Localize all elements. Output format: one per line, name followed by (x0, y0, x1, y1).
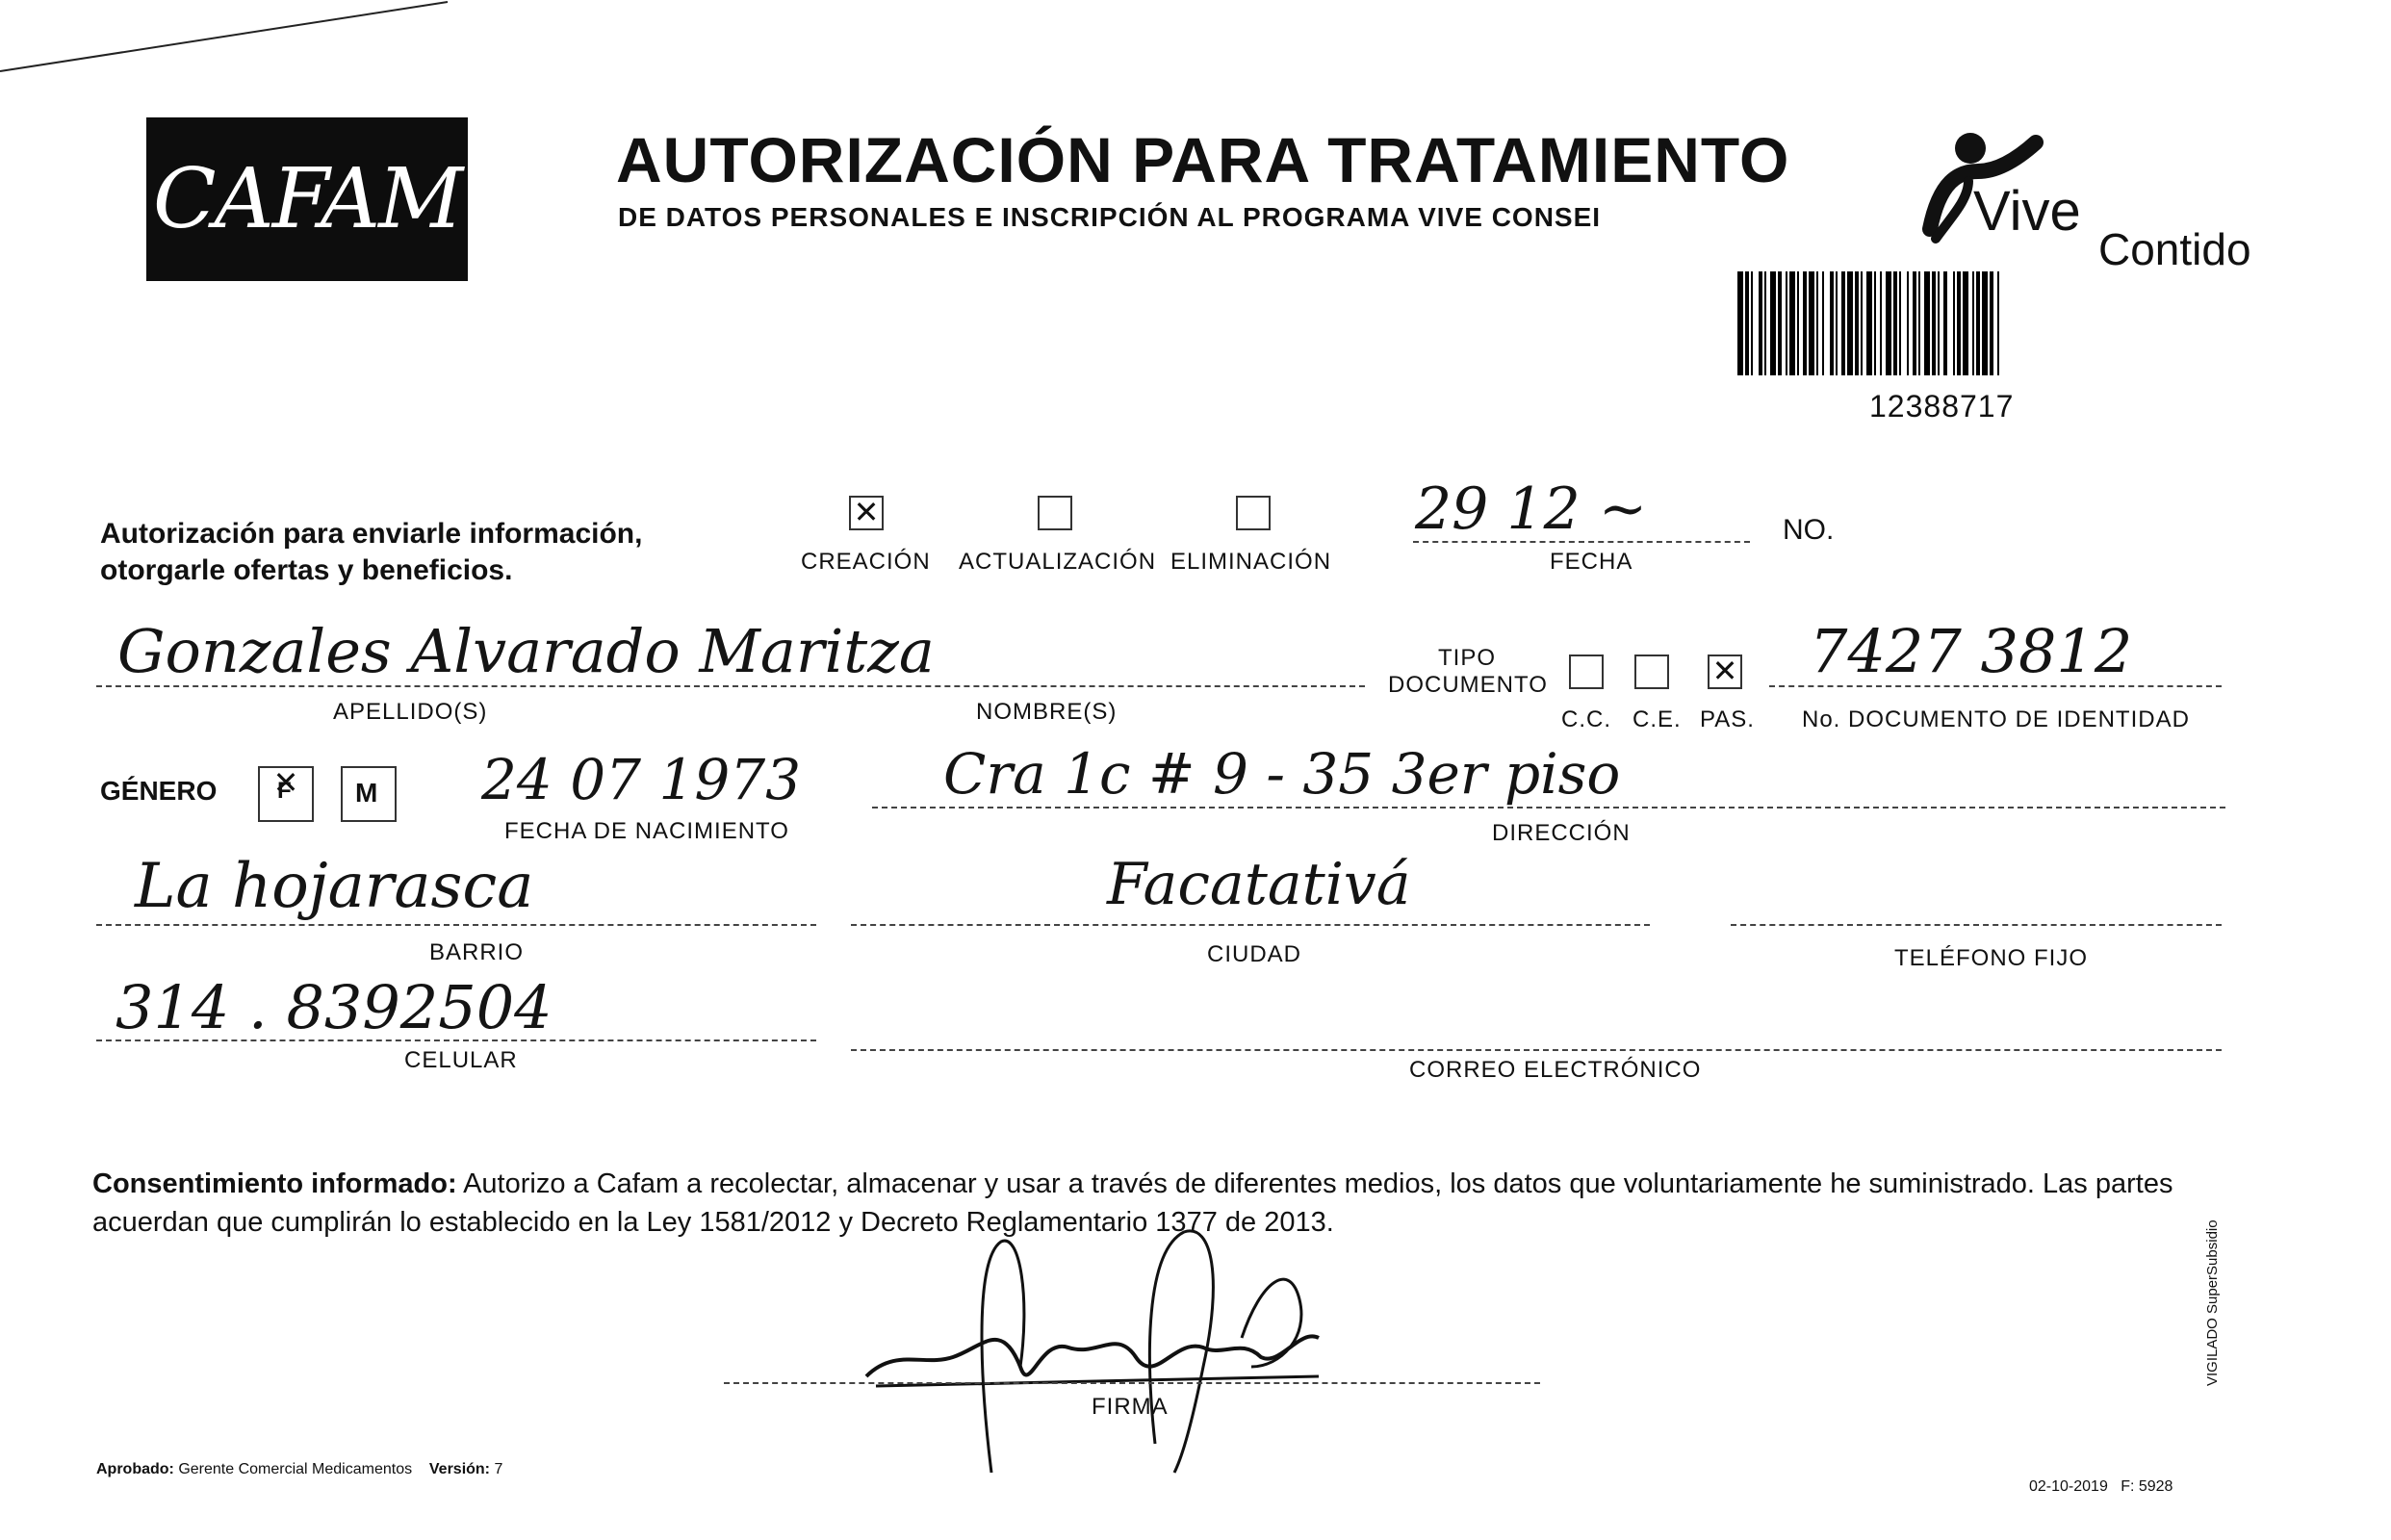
actualizacion-checkbox[interactable] (1038, 496, 1072, 530)
aprobado-label: Aprobado: (96, 1461, 174, 1477)
tipo-label: TIPO (1438, 645, 1497, 671)
full-name-value[interactable]: Gonzales Alvarado Maritza (117, 616, 935, 686)
no-label: NO. (1783, 514, 1835, 546)
genero-label: GÉNERO (100, 776, 218, 806)
vive-logo-subtext: Contido (2098, 224, 2251, 274)
ciudad-value[interactable]: Facatativá (1107, 851, 1411, 918)
gender-f-label: F (277, 778, 292, 804)
footer-approval (96, 1461, 502, 1478)
nombres-label: NOMBRE(S) (976, 699, 1118, 725)
gender-m-label: M (355, 778, 378, 808)
cafam-logo (146, 117, 468, 281)
fecha-line (1413, 541, 1750, 543)
documento-label: DOCUMENTO (1388, 672, 1548, 698)
telefono-line (1731, 924, 2222, 926)
ciudad-line (851, 924, 1650, 926)
actualizacion-label: ACTUALIZACIÓN (959, 549, 1157, 575)
name-line (96, 685, 1365, 687)
direccion-value[interactable]: Cra 1c # 9 - 35 3er piso (943, 741, 1621, 807)
ce-checkbox[interactable] (1634, 654, 1669, 689)
fecha-label: FECHA (1550, 549, 1633, 575)
fecha-value[interactable]: 29 12 ~ (1415, 475, 1648, 543)
aprobado-value: Gerente Comercial Medicamentos (178, 1461, 413, 1477)
celular-line (96, 1040, 816, 1041)
barrio-value[interactable]: La hojarasca (135, 851, 534, 922)
doc-number-value[interactable]: 7427 3812 (1810, 616, 2133, 686)
birth-value[interactable]: 24 07 1973 (481, 747, 802, 812)
eliminacion-label: ELIMINACIÓN (1170, 549, 1332, 575)
cafam-logo-text: CAFAM (152, 151, 462, 247)
authorization-heading-line2: otorgarle ofertas y beneficios. (100, 554, 513, 586)
creacion-label: CREACIÓN (801, 549, 931, 575)
form-code: F: 5928 (2121, 1478, 2173, 1495)
doc-number-line (1769, 685, 2222, 687)
signature-scribble (837, 1222, 1376, 1492)
cc-checkbox[interactable] (1569, 654, 1604, 689)
apellidos-label: APELLIDO(S) (333, 699, 488, 725)
consent-text: Autorizo a Cafam a recolectar, almacenar y usar a través de diferentes medios, los datos que voluntariamente he suministrado. Las partes acuerdan que cumplirán lo establecido en la Ley 1581/2012 y Decreto Reglamentario 1377 de 2013. (92, 1168, 2173, 1238)
correo-label: CORREO ELECTRÓNICO (1409, 1057, 1702, 1083)
version-label: Versión: (428, 1461, 491, 1477)
firma-line (724, 1382, 1540, 1384)
celular-label: CELULAR (404, 1047, 518, 1073)
telefono-label: TELÉFONO FIJO (1894, 945, 2089, 971)
form-title: AUTORIZACIÓN PARA TRATAMIENTO (616, 124, 1790, 195)
vive-logo-text: Vive (1973, 180, 2081, 243)
cc-label: C.C. (1561, 706, 1611, 732)
date-code: 02-10-2019 (2029, 1478, 2108, 1495)
consent-heading: Consentimiento informado: (92, 1168, 457, 1199)
scan-artifact-line (0, 0, 452, 77)
birth-label: FECHA DE NACIMIENTO (504, 818, 789, 844)
firma-label: FIRMA (1092, 1394, 1169, 1420)
authorization-heading-line1: Autorización para enviarle información, (100, 518, 643, 550)
barrio-label: BARRIO (429, 939, 525, 965)
correo-line (851, 1049, 2222, 1051)
pas-label: PAS. (1700, 706, 1755, 732)
ciudad-label: CIUDAD (1207, 941, 1302, 967)
barrio-line (96, 924, 816, 926)
form-subtitle: DE DATOS PERSONALES E INSCRIPCIÓN AL PROGRAMA VIVE CONSEI (618, 202, 1602, 232)
doc-number-label: No. DOCUMENTO DE IDENTIDAD (1802, 706, 2190, 732)
pas-checkbox[interactable] (1708, 654, 1742, 689)
creacion-checkbox[interactable] (849, 496, 884, 530)
version-value: 7 (494, 1461, 503, 1477)
barcode-number: 12388717 (1869, 389, 2015, 424)
footer-codes (2029, 1478, 2172, 1496)
celular-value[interactable]: 314 . 8392504 (116, 972, 553, 1042)
direccion-line (872, 807, 2225, 808)
barcode-bar (1997, 271, 1999, 375)
ce-label: C.E. (1633, 706, 1682, 732)
eliminacion-checkbox[interactable] (1236, 496, 1271, 530)
authorization-heading (100, 516, 642, 589)
barcode (1737, 271, 2122, 375)
side-vertical-text: VIGILADO SuperSubsidio (2204, 1219, 2221, 1386)
direccion-label: DIRECCIÓN (1492, 820, 1631, 846)
